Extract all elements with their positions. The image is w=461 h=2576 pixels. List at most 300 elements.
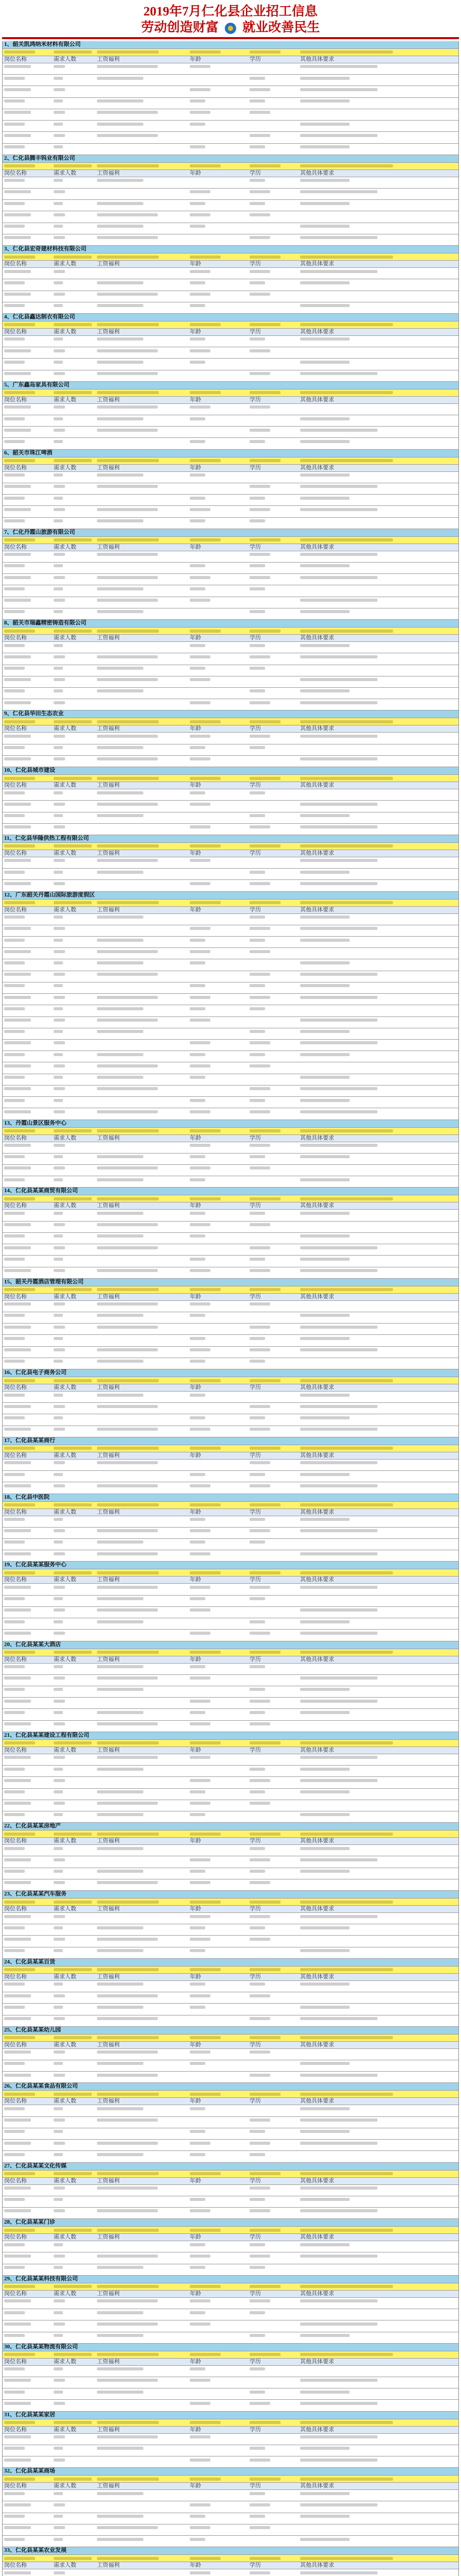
- table-cell: [299, 914, 458, 925]
- table-cell: [299, 688, 458, 699]
- illegible-text: [300, 814, 350, 817]
- illegible-text: [190, 1447, 221, 1450]
- table-cell: [95, 1845, 188, 1856]
- contact-cell: [188, 537, 248, 544]
- illegible-text: [54, 1314, 63, 1317]
- table-cell: [52, 1017, 95, 1028]
- table-cell: [95, 495, 188, 505]
- illegible-text: [4, 1813, 25, 1816]
- table-row: [3, 1789, 458, 1800]
- illegible-text: [4, 1246, 31, 1249]
- contact-cell: [248, 1445, 299, 1452]
- table-row: [3, 347, 458, 359]
- illegible-text: [97, 916, 143, 919]
- table-cell: [188, 483, 248, 494]
- table-cell: [95, 98, 188, 109]
- illegible-text: [4, 1394, 25, 1397]
- table-cell: [188, 1062, 248, 1073]
- table-header: [3, 1294, 458, 1301]
- column-header: 学历: [250, 1293, 261, 1300]
- table-row: [3, 665, 458, 676]
- contact-cell: [188, 1286, 248, 1293]
- contact-cell: [95, 1967, 188, 1973]
- table-cell: [95, 1403, 188, 1414]
- table-cell: [188, 574, 248, 585]
- table-cell: [95, 994, 188, 1005]
- illegible-text: [250, 497, 265, 500]
- table-cell: [188, 2072, 248, 2082]
- illegible-text: [4, 2515, 25, 2518]
- column-header: 其他具体要求: [300, 2098, 334, 2105]
- column-header: 学历: [250, 2177, 261, 2184]
- illegible-text: [97, 1019, 158, 1022]
- table-cell: [95, 1335, 188, 1346]
- illegible-text: [54, 1394, 63, 1397]
- illegible-text: [54, 655, 65, 658]
- table-cell: [3, 1028, 52, 1039]
- illegible-text: [190, 2062, 205, 2065]
- table-row: [3, 109, 458, 121]
- table-cell: [188, 2377, 248, 2388]
- illegible-text: [54, 1756, 65, 1759]
- illegible-text: [250, 1212, 265, 1215]
- table-cell: [188, 1528, 248, 1538]
- illegible-text: [250, 2421, 281, 2424]
- illegible-text: [190, 1518, 205, 1521]
- illegible-text: [4, 1461, 31, 1464]
- column-header: 其他具体要求: [300, 2234, 334, 2241]
- illegible-text: [54, 1858, 65, 1861]
- table-cell: [248, 2524, 299, 2535]
- table-cell: [95, 2434, 188, 2445]
- table-cell: [95, 801, 188, 811]
- table-row: [3, 1947, 458, 1959]
- illegible-text: [190, 1288, 221, 1291]
- illegible-text: [54, 1197, 92, 1200]
- illegible-text: [4, 2323, 31, 2326]
- column-header: 岗位名称: [4, 906, 27, 913]
- illegible-text: [4, 2571, 31, 2574]
- table-cell: [248, 2185, 299, 2196]
- illegible-text: [54, 803, 65, 806]
- table-cell: [3, 1403, 52, 1414]
- table-cell: [299, 144, 458, 155]
- illegible-text: [190, 1870, 205, 1873]
- company-contact-row: [3, 775, 458, 782]
- column-header: 岗位名称: [4, 1134, 27, 1141]
- illegible-text: [54, 440, 63, 443]
- illegible-text: [300, 1041, 377, 1044]
- illegible-text: [97, 1461, 158, 1464]
- table-cell: [188, 937, 248, 947]
- illegible-text: [190, 99, 205, 103]
- illegible-text: [97, 1503, 159, 1506]
- illegible-text: [4, 2421, 35, 2424]
- illegible-text: [4, 564, 25, 567]
- table-cell: [188, 1005, 248, 1016]
- illegible-text: [300, 1234, 350, 1238]
- illegible-text: [250, 213, 270, 216]
- table-cell: [52, 1062, 95, 1073]
- table-cell: [188, 347, 248, 358]
- column-header: 其他具体要求: [300, 56, 334, 62]
- illegible-text: [190, 2209, 210, 2212]
- table-cell: [52, 1358, 95, 1369]
- illegible-text: [190, 2503, 210, 2506]
- illegible-text: [300, 508, 377, 511]
- table-cell: [95, 438, 188, 449]
- table-cell: [52, 75, 95, 86]
- column-header: 工资福利: [97, 1747, 120, 1753]
- table-cell: [299, 370, 458, 381]
- illegible-text: [97, 2353, 159, 2356]
- table-cell: [248, 789, 299, 800]
- illegible-text: [250, 630, 281, 633]
- table-cell: [52, 2388, 95, 2399]
- illegible-text: [97, 538, 159, 541]
- table-cell: [3, 495, 52, 505]
- illegible-text: [190, 1234, 205, 1238]
- illegible-text: [300, 270, 377, 273]
- contact-cell: [248, 49, 299, 56]
- illegible-text: [4, 1597, 25, 1600]
- illegible-text: [190, 1144, 210, 1147]
- company-header: [3, 2547, 458, 2555]
- contact-cell: [95, 321, 188, 328]
- illegible-text: [4, 2062, 25, 2065]
- table-cell: [299, 608, 458, 619]
- illegible-text: [190, 1938, 210, 1941]
- table-cell: [188, 2105, 248, 2116]
- column-header: 年龄: [190, 1747, 201, 1753]
- illegible-text: [4, 1881, 31, 1884]
- illegible-text: [54, 2036, 92, 2039]
- column-header: 年龄: [190, 396, 201, 403]
- illegible-text: [190, 996, 210, 999]
- illegible-text: [54, 2285, 92, 2288]
- illegible-text: [54, 1632, 65, 1635]
- illegible-text: [250, 1461, 270, 1464]
- table-row: [3, 2128, 458, 2140]
- illegible-text: [97, 901, 159, 904]
- table-cell: [95, 2501, 188, 2512]
- table-cell: [3, 801, 52, 811]
- table-cell: [248, 1845, 299, 1856]
- illegible-text: [97, 950, 158, 953]
- table-cell: [52, 1607, 95, 1618]
- illegible-text: [250, 372, 270, 375]
- column-header: 其他具体要求: [300, 1384, 334, 1391]
- table-cell: [95, 2298, 188, 2309]
- illegible-text: [54, 1779, 65, 1782]
- table-cell: [248, 347, 299, 358]
- company-contact-row: [3, 2476, 458, 2483]
- table-cell: [299, 2501, 458, 2512]
- illegible-text: [97, 599, 158, 602]
- table-cell: [248, 1074, 299, 1085]
- illegible-text: [300, 2093, 393, 2096]
- table-cell: [95, 1675, 188, 1686]
- illegible-text: [97, 610, 143, 613]
- illegible-text: [250, 1064, 270, 1067]
- illegible-text: [190, 304, 205, 307]
- table-cell: [248, 268, 299, 279]
- table-cell: [248, 1471, 299, 1482]
- illegible-text: [4, 587, 25, 590]
- table-cell: [52, 994, 95, 1005]
- illegible-text: [54, 1428, 65, 1431]
- contact-cell: [52, 253, 95, 260]
- illegible-text: [4, 1447, 35, 1450]
- table-cell: [299, 1301, 458, 1312]
- table-cell: [3, 1392, 52, 1402]
- table-cell: [52, 506, 95, 517]
- illegible-text: [4, 553, 31, 556]
- table-cell: [299, 2309, 458, 2320]
- table-cell: [248, 982, 299, 993]
- illegible-text: [54, 667, 63, 670]
- table-cell: [299, 1992, 458, 2003]
- illegible-text: [190, 735, 210, 738]
- table-row: [3, 63, 458, 75]
- illegible-text: [4, 134, 31, 137]
- column-header: 岗位名称: [4, 56, 27, 62]
- table-cell: [299, 2140, 458, 2150]
- illegible-text: [250, 1651, 281, 1654]
- column-header: 年龄: [190, 635, 201, 641]
- table-cell: [299, 2117, 458, 2128]
- column-header: 其他具体要求: [300, 1747, 334, 1753]
- table-cell: [299, 789, 458, 800]
- table-cell: [95, 2536, 188, 2547]
- illegible-text: [250, 88, 270, 91]
- illegible-text: [54, 576, 65, 579]
- table-cell: [52, 279, 95, 290]
- table-cell: [248, 495, 299, 505]
- illegible-text: [250, 429, 270, 432]
- table-cell: [3, 653, 52, 664]
- table-cell: [52, 1142, 95, 1153]
- table-cell: [248, 1709, 299, 1720]
- illegible-text: [250, 50, 281, 54]
- company-section: [2, 892, 459, 1120]
- company-name: 33、仁化县某某农业发展: [4, 2547, 67, 2554]
- illegible-text: [54, 2017, 65, 2020]
- table-cell: [299, 132, 458, 143]
- table-row: [3, 1051, 458, 1062]
- table-header: [3, 1135, 458, 1142]
- table-cell: [52, 109, 95, 120]
- illegible-text: [300, 417, 350, 420]
- table-cell: [52, 2060, 95, 2071]
- table-cell: [3, 1017, 52, 1028]
- illegible-text: [54, 391, 92, 394]
- table-cell: [188, 971, 248, 982]
- table-cell: [188, 234, 248, 245]
- table-cell: [52, 801, 95, 811]
- illegible-text: [300, 1700, 377, 1703]
- table-cell: [3, 518, 52, 529]
- table-cell: [3, 1335, 52, 1346]
- table-cell: [299, 2049, 458, 2060]
- illegible-text: [97, 2334, 143, 2337]
- table-cell: [188, 1017, 248, 1028]
- table-cell: [248, 1981, 299, 1992]
- table-cell: [188, 1471, 248, 1482]
- column-header: 工资福利: [97, 170, 120, 176]
- table-cell: [95, 75, 188, 86]
- table-cell: [52, 1244, 95, 1255]
- table-row: [3, 1108, 458, 1120]
- company-contact-row: [3, 537, 458, 544]
- illegible-text: [250, 1288, 281, 1291]
- illegible-text: [97, 1833, 159, 1836]
- illegible-text: [54, 1529, 65, 1532]
- illegible-text: [250, 871, 265, 874]
- table-cell: [299, 291, 458, 302]
- table-row: [3, 1686, 458, 1698]
- illegible-text: [190, 361, 205, 364]
- table-row: [3, 1539, 458, 1550]
- illegible-text: [4, 2311, 25, 2314]
- table-row: [3, 914, 458, 925]
- contact-cell: [52, 1502, 95, 1509]
- table-cell: [299, 653, 458, 664]
- table-cell: [248, 869, 299, 879]
- illegible-text: [300, 2285, 393, 2288]
- table-row: [3, 1324, 458, 1335]
- illegible-text: [300, 440, 350, 443]
- illegible-text: [97, 859, 158, 862]
- illegible-text: [54, 1258, 63, 1261]
- table-cell: [188, 1086, 248, 1096]
- table-cell: [248, 291, 299, 302]
- illegible-text: [4, 1847, 25, 1850]
- table-row: [3, 1017, 458, 1028]
- illegible-text: [190, 701, 210, 704]
- column-header: 学历: [250, 56, 261, 62]
- table-cell: [299, 2015, 458, 2026]
- company-contact-row: [3, 2555, 458, 2562]
- table-cell: [95, 268, 188, 279]
- illegible-text: [54, 901, 92, 904]
- table-cell: [52, 1686, 95, 1697]
- illegible-text: [4, 1676, 31, 1680]
- table-cell: [299, 1051, 458, 1062]
- table-cell: [95, 1097, 188, 1108]
- table-cell: [299, 1358, 458, 1369]
- table-cell: [248, 2015, 299, 2026]
- table-cell: [52, 63, 95, 74]
- illegible-text: [54, 2334, 63, 2337]
- illegible-text: [4, 1178, 25, 1181]
- table-row: [3, 551, 458, 563]
- illegible-text: [97, 1269, 158, 1272]
- illegible-text: [4, 65, 31, 68]
- illegible-text: [300, 202, 350, 205]
- table-cell: [52, 812, 95, 823]
- illegible-text: [190, 599, 210, 602]
- illegible-text: [190, 65, 210, 68]
- table-cell: [188, 427, 248, 437]
- company-name: 2、仁化县腾丰钨业有限公司: [4, 155, 75, 161]
- illegible-text: [4, 473, 25, 477]
- column-header: 工资福利: [97, 2290, 120, 2297]
- table-cell: [299, 1596, 458, 1606]
- table-row: [3, 1142, 458, 1154]
- company-name: 20、仁化县某某大酒店: [4, 1641, 61, 1648]
- contact-cell: [248, 1831, 299, 1837]
- table-cell: [299, 982, 458, 993]
- illegible-text: [4, 1586, 31, 1589]
- illegible-text: [300, 916, 350, 919]
- table-cell: [188, 2456, 248, 2467]
- column-header: 学历: [250, 2290, 261, 2297]
- illegible-text: [190, 1722, 210, 1725]
- contact-cell: [299, 1967, 458, 1973]
- table-row: [3, 653, 458, 665]
- table-cell: [3, 1051, 52, 1062]
- table-cell: [95, 1040, 188, 1050]
- table-cell: [95, 688, 188, 699]
- illegible-text: [4, 1540, 25, 1544]
- illegible-text: [97, 1348, 158, 1351]
- column-header: 学历: [250, 261, 261, 267]
- table-header: [3, 2562, 458, 2569]
- contact-cell: [3, 1502, 52, 1509]
- illegible-text: [190, 901, 221, 904]
- table-cell: [248, 1913, 299, 1924]
- company-header: [3, 1279, 458, 1286]
- table-cell: [188, 1811, 248, 1822]
- column-header: 学历: [250, 464, 261, 471]
- subtitle-right: 就业改善民生: [242, 21, 320, 35]
- table-cell: [299, 2388, 458, 2399]
- column-header: 其他具体要求: [300, 2483, 334, 2489]
- company-name: 30、仁化县某某物流有限公司: [4, 2343, 78, 2350]
- illegible-text: [4, 1053, 25, 1056]
- column-header: 其他具体要求: [300, 635, 334, 641]
- illegible-text: [54, 179, 63, 182]
- illegible-text: [4, 111, 31, 114]
- table-cell: [3, 1244, 52, 1255]
- table-cell: [52, 1528, 95, 1538]
- table-cell: [248, 1811, 299, 1822]
- column-header: 其他具体要求: [300, 2562, 334, 2569]
- illegible-text: [54, 587, 63, 590]
- table-cell: [95, 1528, 188, 1538]
- table-cell: [248, 1618, 299, 1629]
- table-cell: [95, 1698, 188, 1708]
- illegible-text: [190, 2153, 205, 2156]
- table-cell: [248, 75, 299, 86]
- table-row: [3, 2434, 458, 2445]
- subtitle-left: 劳动创造财富: [141, 21, 219, 35]
- table-cell: [188, 1392, 248, 1402]
- illegible-text: [190, 2172, 221, 2175]
- contact-cell: [3, 537, 52, 544]
- company-section: [2, 1188, 459, 1278]
- table-cell: [188, 824, 248, 835]
- illegible-text: [97, 349, 158, 352]
- contact-cell: [52, 2555, 95, 2562]
- table-cell: [299, 959, 458, 970]
- illegible-text: [97, 1110, 158, 1113]
- column-header: 学历: [250, 544, 261, 550]
- illegible-text: [4, 2229, 35, 2232]
- table-cell: [3, 177, 52, 188]
- table-row: [3, 1347, 458, 1358]
